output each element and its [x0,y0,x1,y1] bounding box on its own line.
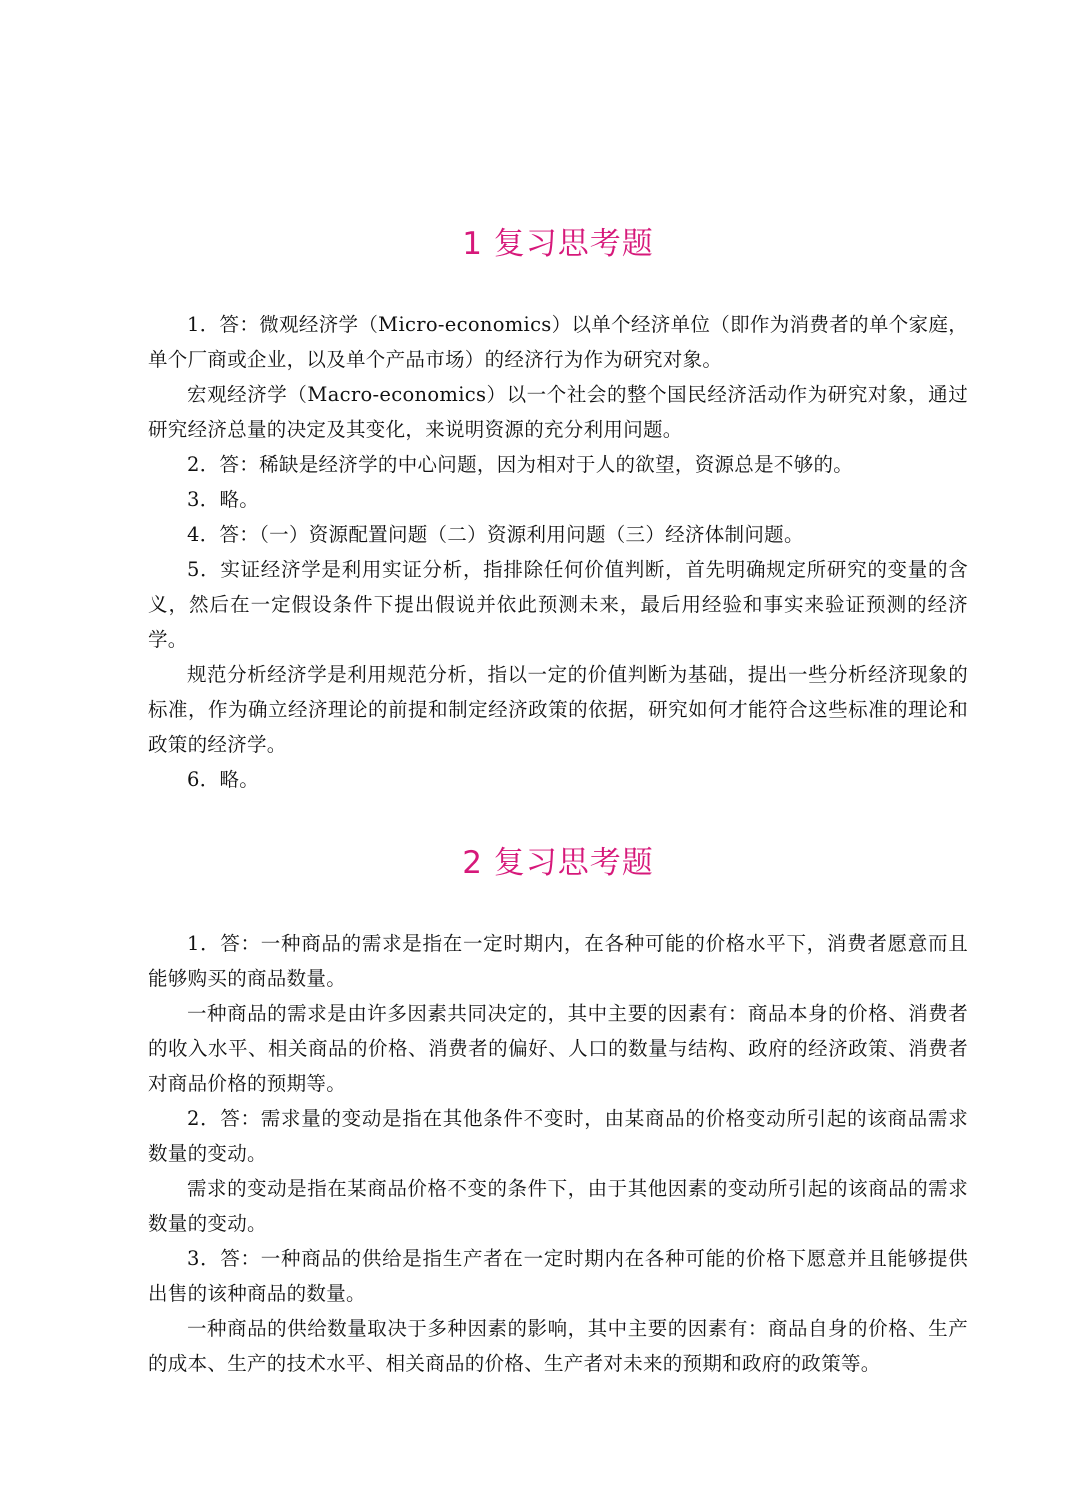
section-1-paragraph-4: 3．略。 [187,488,260,511]
section-1-title: 1 复习思考题 [462,226,654,262]
section-2-paragraph-5: 3．答：一种商品的供给是指生产者在一定时期内在各种可能的价格下愿意并且能够提供出售的该种商品的数量。 [148,1247,968,1305]
section-2-paragraph-6: 一种商品的供给数量取决于多种因素的影响，其中主要的因素有：商品自身的价格、生产的成本、生产的技术水平、相关商品的价格、生产者对未来的预期和政府的政策等。 [148,1317,968,1375]
section-1-paragraph-2: 宏观经济学（Macro-economics）以一个社会的整个国民经济活动作为研究对象，通过研究经济总量的决定及其变化，来说明资源的充分利用问题。 [148,383,968,441]
section-2-paragraph-4: 需求的变动是指在某商品价格不变的条件下，由于其他因素的变动所引起的该商品的需求数量的变动。 [148,1177,968,1235]
section-1-paragraph-7: 规范分析经济学是利用规范分析，指以一定的价值判断为基础，提出一些分析经济现象的标准，作为确立经济理论的前提和制定经济政策的依据，研究如何才能符合这些标准的理论和政策的经济学。 [148,663,968,756]
section-1-paragraph-5: 4．答：（一）资源配置问题（二）资源利用问题（三）经济体制问题。 [187,523,804,546]
section-2-paragraph-1: 1．答：一种商品的需求是指在一定时期内，在各种可能的价格水平下，消费者愿意而且能够购买的商品数量。 [148,932,968,990]
section-2 [148,797,968,1381]
section-1 [148,0,968,797]
section-2-title: 2 复习思考题 [462,845,654,881]
section-1-paragraph-6: 5．实证经济学是利用实证分析，指排除任何价值判断，首先明确规定所研究的变量的含义，然后在一定假设条件下提出假说并依此预测未来，最后用经验和事实来验证预测的经济学。 [148,558,968,651]
section-1-paragraph-1: 1．答：微观经济学（Micro-economics）以单个经济单位（即作为消费者的单个家庭，单个厂商或企业，以及单个产品市场）的经济行为作为研究对象。 [148,313,968,371]
section-1-paragraph-3: 2．答：稀缺是经济学的中心问题，因为相对于人的欲望，资源总是不够的。 [187,453,854,476]
section-2-paragraph-2: 一种商品的需求是由许多因素共同决定的，其中主要的因素有：商品本身的价格、消费者的收入水平、相关商品的价格、消费者的偏好、人口的数量与结构、政府的经济政策、消费者对商品价格的预期等。 [148,1002,968,1095]
section-1-paragraph-8: 6．略。 [187,768,260,791]
document-page [148,0,968,1381]
section-2-paragraph-3: 2．答：需求量的变动是指在其他条件不变时，由某商品的价格变动所引起的该商品需求数量的变动。 [148,1107,968,1165]
